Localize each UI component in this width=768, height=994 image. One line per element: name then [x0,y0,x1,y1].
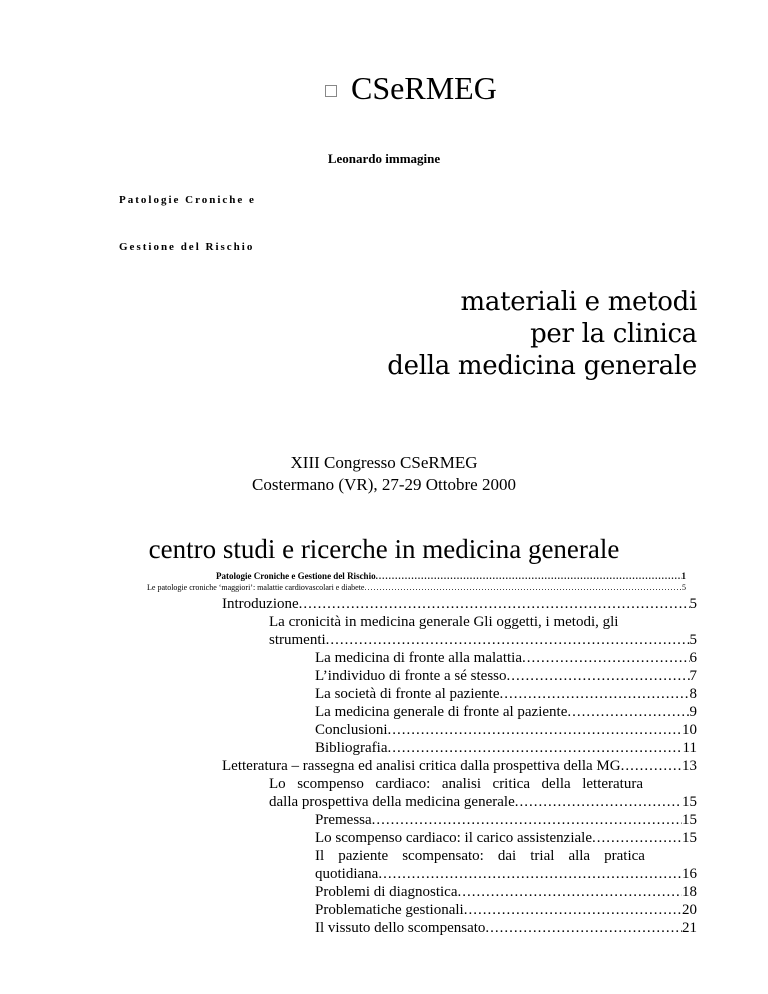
toc-entry-page: 5 [689,596,697,612]
toc-leader [567,704,689,721]
toc-entry-title: quotidiana [315,866,379,882]
toc-entry-page: 6 [689,650,697,666]
tagline-line-3: della medicina generale [387,351,697,381]
subtitle: Leonardo immagine [327,151,441,166]
toc-leader [299,596,690,613]
toc-entry-title: L’individuo di fronte a sé stesso [315,668,507,684]
conference-place-date: Costermano (VR), 27-29 Ottobre 2000 [252,475,516,494]
toc-word: analisi [441,776,482,792]
toc-entry-title: Lo scompenso cardiaco: il carico assistenziale [315,830,592,846]
toc-leader [522,650,690,667]
toc-entry[interactable] [315,884,697,901]
toc-entry-page: 15 [682,812,697,828]
toc-entry-page: 10 [682,722,697,738]
toc-leader [515,794,682,811]
toc-word: Il [315,848,325,864]
toc-entry[interactable] [269,794,697,811]
toc-entry[interactable] [315,704,697,721]
toc-entry-title: Letteratura – rassegna ed analisi critica dalla prospettiva della MG [222,758,621,774]
toc-entry[interactable] [147,583,686,592]
toc-entry[interactable] [315,902,697,919]
toc-entry-title: La medicina generale di fronte al paziente [315,704,568,720]
toc-entry[interactable] [222,758,697,775]
toc-word: della [541,776,571,792]
toc-entry[interactable] [315,650,697,667]
toc-leader [457,884,682,901]
toc-word: cardiaco: [375,776,431,792]
toc-entry-title: Problemi di diagnostica [315,884,458,900]
toc-leader [485,920,682,937]
toc-entry-page: 21 [682,920,697,936]
toc-entry-title: Bibliografia [315,740,388,756]
toc-leader [387,740,682,757]
toc-entry-title: Premessa [315,812,372,828]
toc-word: pratica [604,848,645,864]
toc-entry-title-line-1: La cronicità in medicina generale Gli oggetti, i metodi, gli [269,614,619,630]
toc-leader [500,686,690,703]
logo [325,70,497,107]
centro-heading: centro studi e ricerche in medicina generale [148,534,620,564]
toc-entry[interactable] [315,740,697,757]
checkbox-icon [325,85,337,97]
toc-leader [364,583,682,592]
toc-entry-title: Introduzione [222,596,299,612]
toc-entry-page: 8 [689,686,697,702]
toc-entry[interactable] [315,830,697,847]
toc-entry-page: 15 [682,830,697,846]
tagline-line-1: materiali e metodi [460,287,697,317]
toc-entry-page: 15 [682,794,697,810]
toc-word: scompenso [297,776,364,792]
toc-leader [326,632,690,649]
toc-entry-page: 5 [689,632,697,648]
toc-entry[interactable] [315,920,697,937]
toc-entry-title: Patologie Croniche e Gestione del Rischio [216,571,376,581]
toc-entry-title: Le patologie croniche ‘maggiori’: malattie cardiovascolari e diabete [147,583,365,592]
toc-entry-title: La medicina di fronte alla malattia [315,650,522,666]
toc-entry-page: 9 [689,704,697,720]
toc-entry[interactable] [269,632,697,649]
toc-leader [507,668,690,685]
toc-entry[interactable] [222,596,697,613]
toc-leader [372,812,682,829]
toc-entry[interactable] [315,866,697,883]
toc-leader [376,571,682,581]
toc-entry-page: 20 [682,902,697,918]
toc-entry[interactable] [315,722,697,739]
toc-entry-page: 16 [682,866,697,882]
toc-word: critica [492,776,531,792]
toc-entry-page: 18 [682,884,697,900]
toc-entry-page: 1 [681,571,686,581]
toc-entry-title-line-1 [269,776,643,793]
toc-word: scompensato: [402,848,484,864]
toc-entry[interactable] [315,668,697,685]
toc-word: Lo [269,776,286,792]
logo-text: CSeRMEG [351,70,497,106]
toc-entry[interactable] [216,571,686,581]
toc-entry-page: 7 [689,668,697,684]
toc-leader [464,902,682,919]
toc-entry-page: 11 [682,740,697,756]
toc-entry[interactable] [315,686,697,703]
toc-word: trial [530,848,555,864]
toc-entry-title: dalla prospettiva della medicina generale [269,794,515,810]
toc-entry-page: 5 [682,583,686,592]
toc-entry-title: Conclusioni [315,722,388,738]
toc-entry-title: Il vissuto dello scompensato [315,920,486,936]
toc-word: alla [568,848,591,864]
toc-word: paziente [338,848,389,864]
toc-entry-page: 13 [682,758,697,774]
toc-word: dai [497,848,517,864]
conference-title: XIII Congresso CSeRMEG [290,453,478,472]
section-title-line-2: Gestione del Rischio [119,241,255,253]
toc-leader [592,830,682,847]
toc-leader [621,758,682,775]
toc-leader [388,722,682,739]
toc-leader [378,866,682,883]
section-title-line-1: Patologie Croniche e [119,194,256,206]
toc-entry-title: Problematiche gestionali [315,902,464,918]
toc-entry-title-line-1 [315,848,645,865]
toc-entry-title: strumenti [269,632,326,648]
tagline-line-2: per la clinica [530,319,697,349]
toc-entry-title: La società di fronte al paziente [315,686,500,702]
toc-word: letteratura [582,776,643,792]
toc-entry[interactable] [315,812,697,829]
